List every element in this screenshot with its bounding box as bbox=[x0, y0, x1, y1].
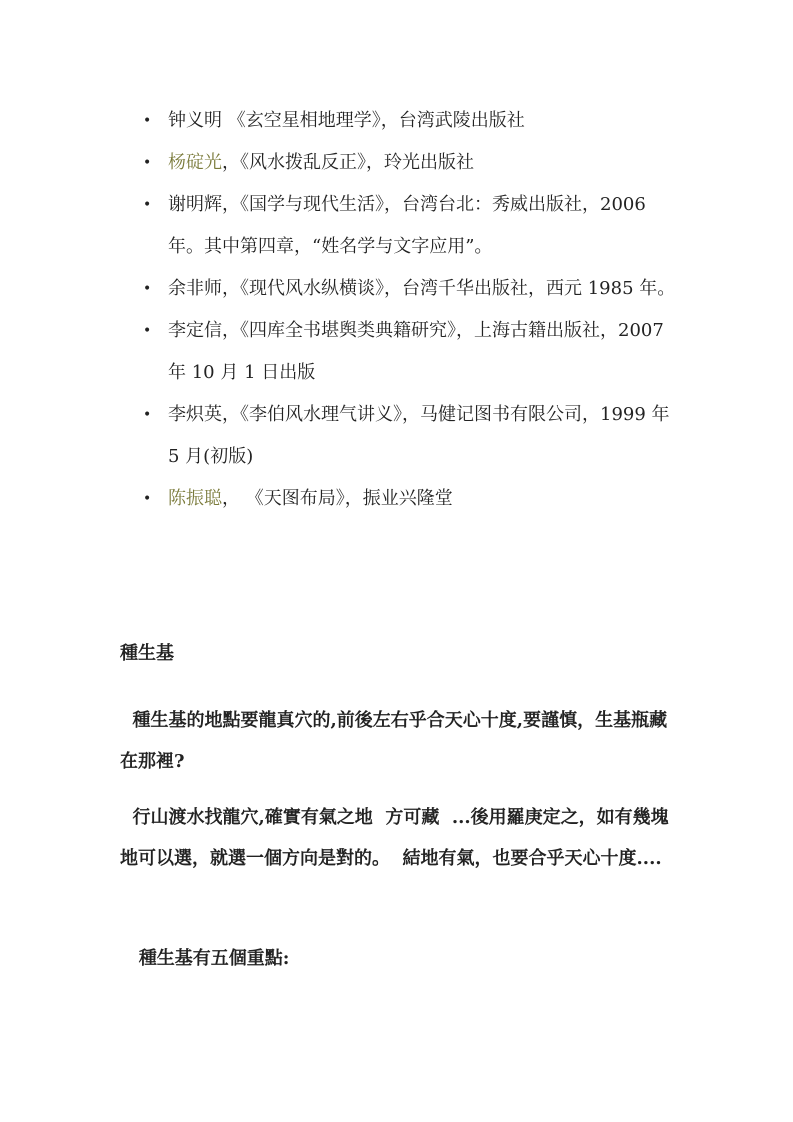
reference-text: 《玄空星相地理学》，台湾武陵出版社 bbox=[222, 110, 525, 131]
bullet-icon: • bbox=[143, 491, 152, 507]
bullet-icon: • bbox=[143, 155, 152, 171]
article-paragraph: 種生基有五個重點: bbox=[120, 948, 290, 969]
reference-author-link[interactable]: 杨碇光 bbox=[168, 152, 222, 173]
reference-item bbox=[140, 394, 680, 478]
reference-item bbox=[140, 142, 680, 184]
reference-list bbox=[140, 100, 680, 520]
reference-item bbox=[140, 100, 680, 142]
bullet-icon: • bbox=[143, 323, 152, 339]
reference-text: ， 《天图布局》，振业兴隆堂 bbox=[222, 488, 453, 509]
article-paragraph: 行山渡水找龍穴,確實有氣之地 方可藏 ...後用羅庚定之，如有幾塊地可以選，就選一個方向是對的。 結地有氣，也要合乎天心十度.... bbox=[120, 807, 669, 869]
reference-text: ，《现代风水纵横谈》，台湾千华出版社，西元 1985 年。 bbox=[222, 278, 676, 299]
reference-author: 钟义明 bbox=[168, 110, 222, 131]
section-heading: 種生基 bbox=[120, 643, 174, 664]
reference-text: ，《风水拨乱反正》，玲光出版社 bbox=[222, 152, 474, 173]
reference-author-link[interactable]: 陈振聪 bbox=[168, 488, 222, 509]
reference-author: 余非师 bbox=[168, 278, 222, 299]
reference-text: ，《四库全书堪舆类典籍研究》，上海古籍出版社，2007 年 10 月 1 日出版 bbox=[168, 320, 664, 383]
reference-author: 李炽英 bbox=[168, 404, 222, 425]
reference-author: 李定信 bbox=[168, 320, 222, 341]
reference-item bbox=[140, 184, 680, 268]
bullet-icon: • bbox=[143, 113, 152, 129]
reference-text: ，《李伯风水理气讲义》，马健记图书有限公司，1999 年 5 月(初版) bbox=[168, 404, 670, 467]
reference-item bbox=[140, 478, 680, 520]
bullet-icon: • bbox=[143, 197, 152, 213]
article-paragraph: 種生基的地點要龍真穴的,前後左右乎合天心十度,要謹慎，生基瓶藏在那裡? bbox=[120, 710, 668, 772]
bullet-icon: • bbox=[143, 281, 152, 297]
bullet-icon: • bbox=[143, 407, 152, 423]
reference-text: ，《国学与现代生活》，台湾台北：秀威出版社，2006年。其中第四章，“姓名学与文字应用”。 bbox=[168, 194, 646, 257]
reference-item bbox=[140, 268, 680, 310]
reference-author: 谢明辉 bbox=[168, 194, 222, 215]
reference-item bbox=[140, 310, 680, 394]
